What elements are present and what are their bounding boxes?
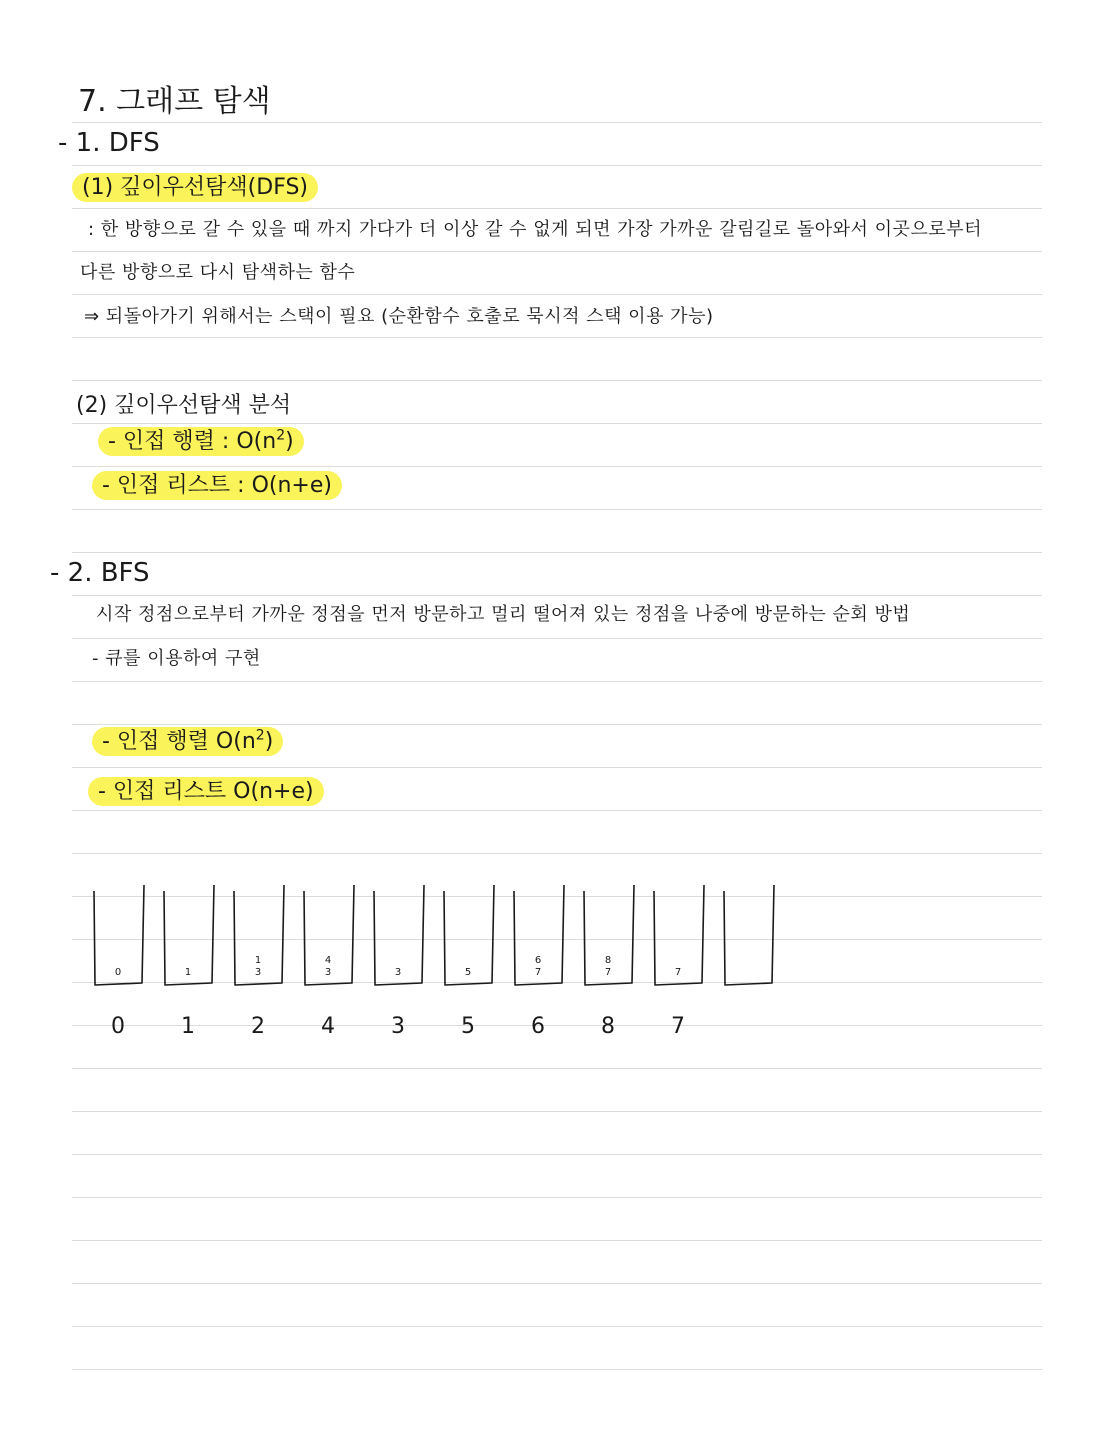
ruled-line xyxy=(72,595,1042,596)
ruled-line xyxy=(72,638,1042,639)
stack-box-item: 3 xyxy=(324,967,332,978)
stack-box-item: 7 xyxy=(604,967,612,978)
ruled-line xyxy=(72,208,1042,209)
ruled-line xyxy=(72,810,1042,811)
ruled-line xyxy=(72,1369,1042,1370)
bfs-heading: - 2. BFS xyxy=(50,558,150,588)
bfs-description-line-2: - 큐를 이용하여 구현 xyxy=(92,648,261,669)
stack-box-item: 5 xyxy=(464,967,472,978)
visit-order-label: 5 xyxy=(461,1014,475,1039)
ruled-line xyxy=(72,165,1042,166)
stack-box xyxy=(374,885,424,985)
dfs-description-line-1: : 한 방향으로 갈 수 있을 때 까지 가다가 더 이상 갈 수 없게 되면 가장 가까운 갈림길로 돌아와서 이곳으로부터 xyxy=(88,219,982,240)
stack-box xyxy=(444,885,494,985)
ruled-line xyxy=(72,1111,1042,1112)
bfs-matrix-label: - 인접 행렬 O(n xyxy=(102,729,256,754)
stack-box xyxy=(94,885,144,985)
stack-box xyxy=(654,885,704,985)
dfs-matrix-highlight xyxy=(98,427,304,456)
ruled-line xyxy=(72,509,1042,510)
stack-box-item: 1 xyxy=(254,955,262,966)
ruled-line xyxy=(72,681,1042,682)
bfs-matrix-close: ) xyxy=(264,729,274,754)
dfs-adjacency-list-complexity xyxy=(92,468,342,499)
stack-box-item: 1 xyxy=(184,967,192,978)
ruled-line xyxy=(72,1154,1042,1155)
dfs-description-line-2: 다른 방향으로 다시 탐색하는 함수 xyxy=(80,262,356,283)
stack-trace-diagram xyxy=(80,875,820,1055)
ruled-line xyxy=(72,767,1042,768)
dfs-adjacency-matrix-complexity xyxy=(98,424,304,455)
dfs-list-highlight: - 인접 리스트 : O(n+e) xyxy=(92,471,342,500)
bfs-list-highlight: - 인접 리스트 O(n+e) xyxy=(88,777,324,806)
bfs-adjacency-list-complexity xyxy=(88,774,324,805)
visit-order-label: 7 xyxy=(671,1014,685,1039)
chapter-title: 7. 그래프 탐색 xyxy=(78,84,271,119)
visit-order-label: 3 xyxy=(391,1014,405,1039)
stack-box xyxy=(514,885,564,985)
ruled-line xyxy=(72,337,1042,338)
stack-box-item: 3 xyxy=(254,967,262,978)
dfs-subsection-1-title xyxy=(72,170,318,201)
dfs-matrix-exponent: 2 xyxy=(276,427,286,444)
stack-box xyxy=(724,885,774,985)
bfs-description-line-1: 시작 정점으로부터 가까운 정점을 먼저 방문하고 멀리 떨어져 있는 정점을 나중에 방문하는 순회 방법 xyxy=(96,604,911,625)
ruled-line xyxy=(72,1283,1042,1284)
stack-box-item: 4 xyxy=(324,955,332,966)
dfs-description-line-3: ⇒ 되돌아가기 위해서는 스택이 필요 (순환함수 호출로 묵시적 스택 이용 가능) xyxy=(84,306,714,327)
stack-box-item: 7 xyxy=(534,967,542,978)
ruled-line xyxy=(72,1197,1042,1198)
stack-box-outline xyxy=(724,885,774,985)
ruled-line xyxy=(72,853,1042,854)
ruled-line xyxy=(72,1068,1042,1069)
stack-box-item: 3 xyxy=(394,967,402,978)
ruled-line xyxy=(72,294,1042,295)
ruled-line xyxy=(72,1240,1042,1241)
dfs-subsection-1-highlight: (1) 깊이우선탐색(DFS) xyxy=(72,173,318,202)
ruled-line xyxy=(72,122,1042,123)
ruled-line xyxy=(72,466,1042,467)
stack-box-item: 7 xyxy=(674,967,682,978)
bfs-matrix-exponent: 2 xyxy=(255,727,265,744)
stack-box xyxy=(234,885,284,985)
ruled-line xyxy=(72,380,1042,381)
dfs-matrix-close: ) xyxy=(285,429,294,454)
ruled-line xyxy=(72,552,1042,553)
dfs-subsection-2-title: (2) 깊이우선탐색 분석 xyxy=(76,393,292,418)
visit-order-label: 2 xyxy=(251,1014,265,1039)
visit-order-label: 8 xyxy=(601,1014,615,1039)
visit-order-label: 1 xyxy=(181,1014,195,1039)
visit-order-label: 6 xyxy=(531,1014,545,1039)
ruled-line xyxy=(72,251,1042,252)
bfs-adjacency-matrix-complexity xyxy=(92,724,283,755)
stack-box-item: 0 xyxy=(114,967,122,978)
visit-order-label: 4 xyxy=(321,1014,335,1039)
stack-box xyxy=(164,885,214,985)
dfs-heading: - 1. DFS xyxy=(58,128,160,158)
bfs-matrix-highlight xyxy=(92,727,283,756)
stack-box-item: 6 xyxy=(534,955,542,966)
stack-box xyxy=(584,885,634,985)
dfs-matrix-label: - 인접 행렬 : O(n xyxy=(108,429,277,454)
ruled-line xyxy=(72,1326,1042,1327)
visit-order-label: 0 xyxy=(111,1014,125,1039)
stack-box-item: 8 xyxy=(604,955,612,966)
stack-box xyxy=(304,885,354,985)
